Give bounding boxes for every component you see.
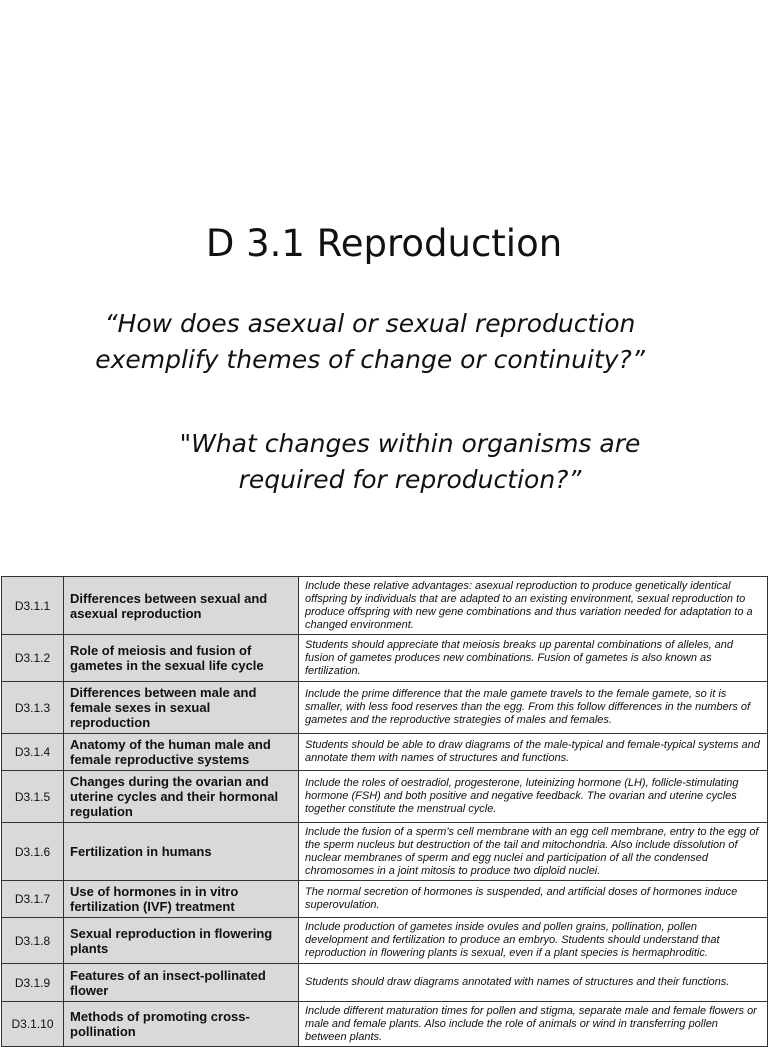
row-code: D3.1.2 bbox=[2, 635, 64, 682]
guiding-question-1: “How does asexual or sexual reproduction exemplify themes of change or continuity?” bbox=[95, 309, 645, 374]
row-code: D3.1.8 bbox=[2, 918, 64, 964]
row-topic: Changes during the ovarian and uterine cycles and their hormonal regulation bbox=[64, 771, 299, 823]
syllabus-table bbox=[1, 576, 768, 1047]
row-code: D3.1.7 bbox=[2, 881, 64, 918]
row-guidance: Students should be able to draw diagrams of the male-typical and female-typical systems and annotate them with names of structures and functions. bbox=[299, 734, 768, 771]
row-code: D3.1.9 bbox=[2, 964, 64, 1002]
row-topic: Fertilization in humans bbox=[64, 823, 299, 881]
table-row bbox=[2, 635, 768, 682]
row-topic: Role of meiosis and fusion of gametes in the sexual life cycle bbox=[64, 635, 299, 682]
row-topic: Differences between male and female sexes in sexual reproduction bbox=[64, 682, 299, 734]
row-topic: Anatomy of the human male and female reproductive systems bbox=[64, 734, 299, 771]
table-row bbox=[2, 682, 768, 734]
row-code: D3.1.5 bbox=[2, 771, 64, 823]
row-code: D3.1.1 bbox=[2, 577, 64, 635]
row-code: D3.1.10 bbox=[2, 1002, 64, 1047]
row-guidance: Students should appreciate that meiosis breaks up parental combinations of alleles, and fusion of gametes produces new combinations. Fusion of gametes is also known as fertilization. bbox=[299, 635, 768, 682]
row-guidance: Include these relative advantages: asexual reproduction to produce genetically identical offspring by individuals that are adapted to an existing environment, sexual reproduction to produce offspring with new gene combinations and thus variation needed for adaptation to a changed environment. bbox=[299, 577, 768, 635]
row-guidance: Students should draw diagrams annotated with names of structures and their functions. bbox=[299, 964, 768, 1002]
row-guidance: Include production of gametes inside ovules and pollen grains, pollination, pollen development and fertilization to produce an embryo. Students should understand that reproduction in flowering plants is sexual, even if a plant species is hermaphroditic. bbox=[299, 918, 768, 964]
table-row bbox=[2, 734, 768, 771]
table-row bbox=[2, 918, 768, 964]
page-title: D 3.1 Reproduction bbox=[205, 222, 563, 265]
row-topic: Differences between sexual and asexual reproduction bbox=[64, 577, 299, 635]
row-code: D3.1.4 bbox=[2, 734, 64, 771]
table-row bbox=[2, 771, 768, 823]
row-code: D3.1.6 bbox=[2, 823, 64, 881]
row-guidance: The normal secretion of hormones is suspended, and artificial doses of hormones induce superovulation. bbox=[299, 881, 768, 918]
table-row bbox=[2, 964, 768, 1002]
row-guidance: Include different maturation times for pollen and stigma, separate male and female flowers or male and female plants. Also include the role of animals or wind in transferring pollen between plants. bbox=[299, 1002, 768, 1047]
guiding-question-2: "What changes within organisms are required for reproduction?” bbox=[179, 429, 641, 494]
table-row bbox=[2, 823, 768, 881]
table-row bbox=[2, 1002, 768, 1047]
table-row bbox=[2, 577, 768, 635]
row-guidance: Include the fusion of a sperm’s cell membrane with an egg cell membrane, entry to the egg of the sperm nucleus but destruction of the tail and mitochondria. Also include dissolution of nuclear membranes of sperm and egg nuclei and participation of all the condensed chromosomes in a joint mitosis to produce two diploid nuclei. bbox=[299, 823, 768, 881]
row-guidance: Include the prime difference that the male gamete travels to the female gamete, so it is smaller, with less food reserves than the egg. From this follow differences in the numbers of gametes and the reproductive strategies of males and females. bbox=[299, 682, 768, 734]
row-guidance: Include the roles of oestradiol, progesterone, luteinizing hormone (LH), follicle-stimulating hormone (FSH) and both positive and negative feedback. The ovarian and uterine cycles together constitute the menstrual cycle. bbox=[299, 771, 768, 823]
table-row bbox=[2, 881, 768, 918]
row-topic: Use of hormones in in vitro fertilization (IVF) treatment bbox=[64, 881, 299, 918]
row-code: D3.1.3 bbox=[2, 682, 64, 734]
row-topic: Features of an insect-pollinated flower bbox=[64, 964, 299, 1002]
row-topic: Methods of promoting cross-pollination bbox=[64, 1002, 299, 1047]
row-topic: Sexual reproduction in flowering plants bbox=[64, 918, 299, 964]
